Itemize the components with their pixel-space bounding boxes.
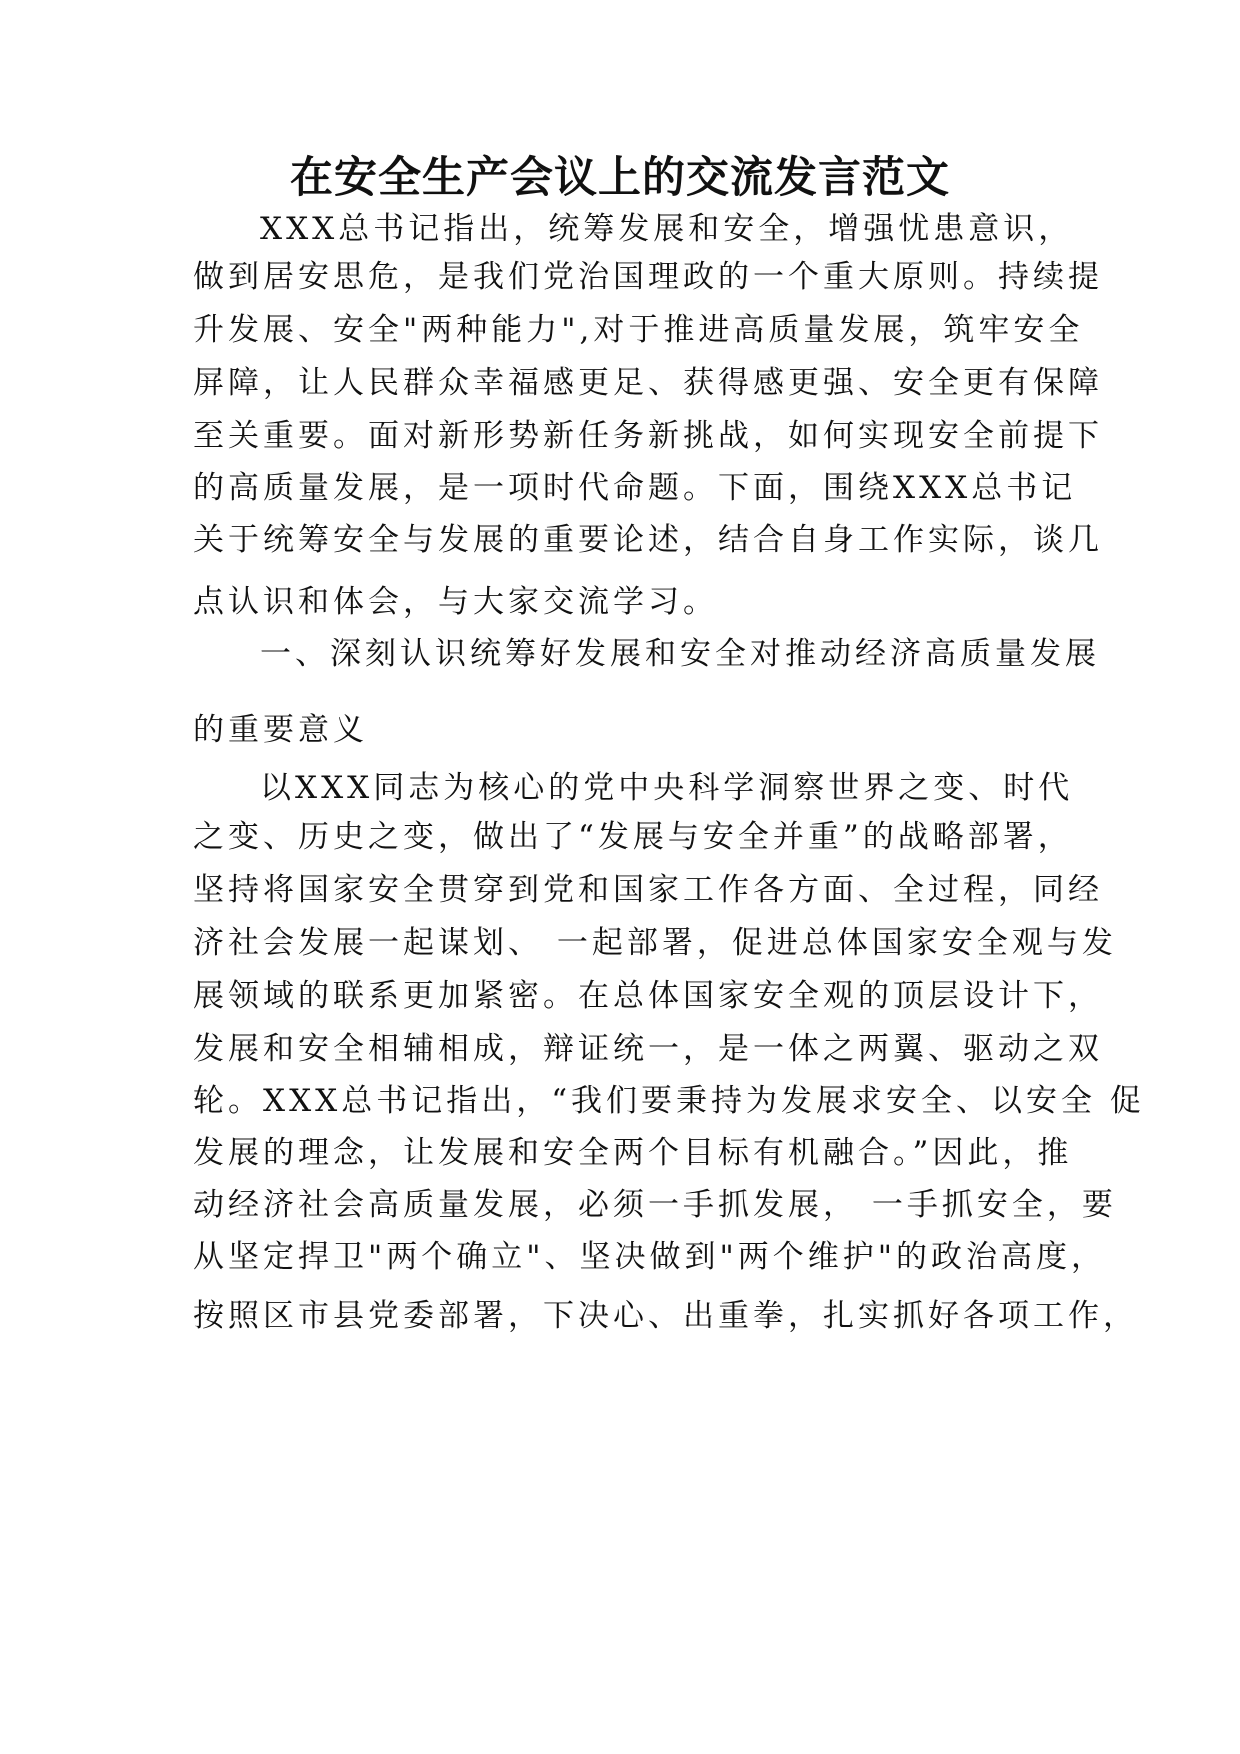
paragraph-line: 点认识和体会，与大家交流学习。 — [193, 584, 718, 620]
paragraph-line: 至关重要。面对新形势新任务新挑战，如何实现安全前提下 — [193, 418, 1103, 454]
paragraph-line: 发展和安全相辅相成，辩证统一，是一体之两翼、驱动之双 — [193, 1031, 1103, 1067]
document-title: 在安全生产会议上的交流发言范文 — [290, 153, 950, 203]
paragraph-line: 从坚定捍卫"两个确立"、坚决做到"两个维护"的政治高度， — [193, 1239, 1107, 1275]
paragraph-line: 以XXX同志为核心的党中央科学洞察世界之变、时代 — [260, 770, 1074, 806]
section-heading: 的重要意义 — [193, 712, 368, 748]
paragraph-line: 之变、历史之变，做出了“发展与安全并重”的战略部署， — [193, 819, 1073, 855]
paragraph-line: 发展的理念，让发展和安全两个目标有机融合。”因此，推 — [193, 1135, 1073, 1171]
paragraph-line: 屏障，让人民群众幸福感更足、获得感更强、安全更有保障 — [193, 365, 1103, 401]
paragraph-line: 轮。XXX总书记指出，“我们要秉持为发展求安全、以安全 促 — [193, 1083, 1145, 1119]
paragraph-line: 做到居安思危，是我们党治国理政的一个重大原则。持续提 — [193, 259, 1103, 295]
paragraph-line: 坚持将国家安全贯穿到党和国家工作各方面、全过程，同经 — [193, 872, 1103, 908]
section-heading: 一、深刻认识统筹好发展和安全对推动经济高质量发展 — [260, 636, 1100, 672]
paragraph-line: 按照区市县党委部署，下决心、出重拳，扎实抓好各项工作， — [193, 1298, 1138, 1334]
paragraph-line: 济社会发展一起谋划、 一起部署，促进总体国家安全观与发 — [193, 925, 1117, 961]
paragraph-line: XXX总书记指出，统筹发展和安全，增强忧患意识， — [260, 211, 1074, 247]
paragraph-line: 动经济社会高质量发展，必须一手抓发展， 一手抓安全，要 — [193, 1187, 1117, 1223]
paragraph-line: 展领域的联系更加紧密。在总体国家安全观的顶层设计下， — [193, 978, 1103, 1014]
paragraph-line: 关于统筹安全与发展的重要论述，结合自身工作实际，谈几 — [193, 522, 1103, 558]
paragraph-line: 的高质量发展，是一项时代命题。下面，围绕XXX总书记 — [193, 470, 1077, 506]
paragraph-line: 升发展、安全"两种能力",对于推进高质量发展，筑牢安全 — [193, 312, 1084, 348]
